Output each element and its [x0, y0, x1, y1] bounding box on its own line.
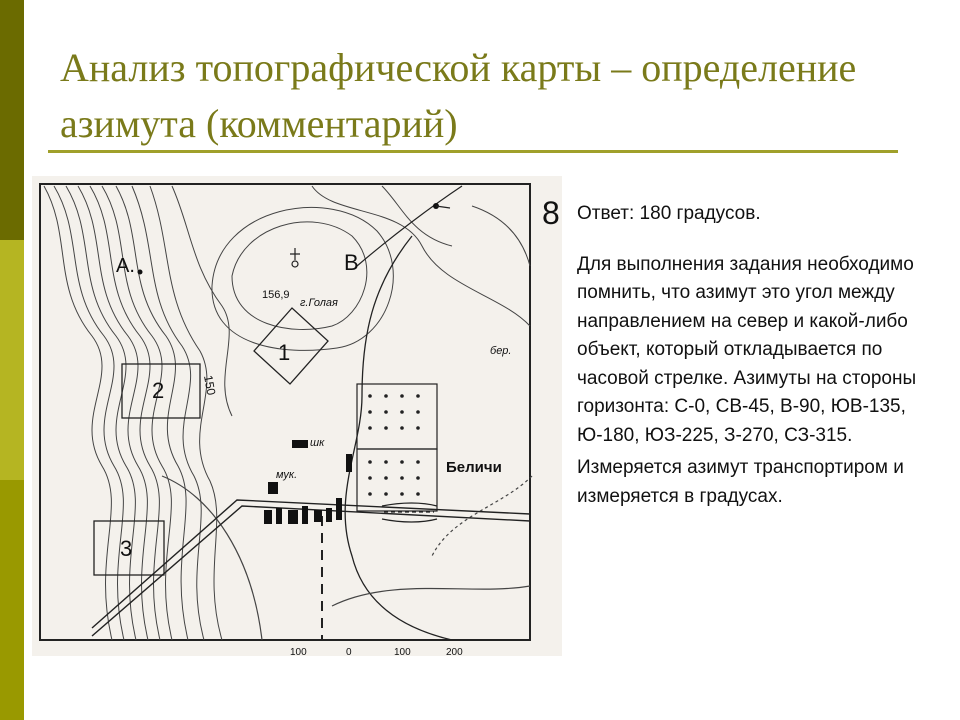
bridge — [382, 503, 437, 522]
area-3-label: 3 — [120, 536, 133, 561]
area-1-label: 1 — [278, 340, 291, 365]
school-label: шк — [310, 437, 325, 449]
village-label: Беличи — [446, 459, 502, 476]
area-2-label: 2 — [152, 378, 165, 403]
slide-title: Анализ топографической карты – определение азимута (комментарий) — [60, 45, 857, 146]
answer-text: Ответ: 180 градусов. — [577, 203, 761, 224]
hill-contours — [212, 186, 530, 350]
mill-label: мук. — [276, 469, 298, 481]
contour-south — [332, 586, 530, 606]
accent-stripe-bottom — [0, 480, 24, 720]
scale-label-zero: 0 — [346, 647, 352, 656]
measurement-text: Измеряется азимут транспортиром и измеряется в градусах. — [577, 457, 904, 507]
title-underline — [48, 150, 898, 153]
birch-label: бер. — [490, 345, 512, 357]
point-a-marker — [138, 270, 143, 275]
orchard — [357, 384, 437, 511]
scale-label-100: 100 — [394, 647, 411, 656]
task-number: 8 — [542, 195, 560, 231]
village-buildings — [264, 440, 352, 524]
scale-label-200: 200 — [446, 647, 463, 656]
trig-point-icon — [290, 248, 300, 267]
answer-commentary — [577, 200, 937, 525]
scale-label-left: 100 — [290, 647, 307, 656]
topographic-map — [32, 176, 562, 656]
lone-tree-icon — [433, 203, 450, 209]
accent-stripe-top — [0, 0, 24, 240]
contour-lines-west — [44, 186, 232, 640]
hill-name-label: г.Голая — [300, 297, 338, 309]
explanation-text: Для выполнения задания необходимо помнить, что азимут это угол между направлением на север и какой-либо объект, который откладывается по часовой стрелке. Азимуты на стороны горизонта: С-0, СВ-45, В-90, ЮВ-135, Ю-180, ЮЗ-225, З-270, СЗ-315. — [577, 253, 917, 446]
elevation-label: 156,9 — [262, 289, 290, 301]
accent-stripe-middle — [0, 240, 24, 480]
point-a-label: А. — [116, 255, 135, 277]
contour-elevation-label: 150 — [201, 374, 219, 397]
point-b-label: В — [344, 250, 359, 275]
map-frame — [40, 184, 530, 640]
path-north-east — [357, 186, 462, 266]
